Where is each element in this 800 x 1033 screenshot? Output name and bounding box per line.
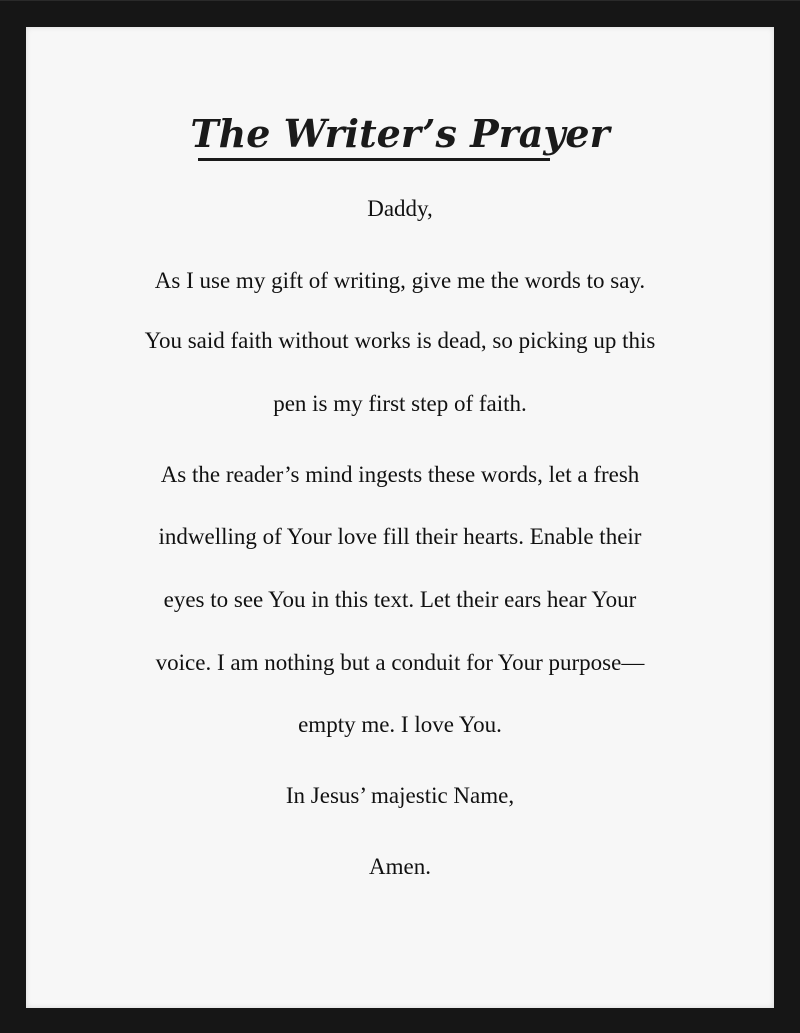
paragraph2-line1: As the reader’s mind ingests these words, let a fresh bbox=[160, 462, 640, 487]
paragraph2-line5: empty me. I love You. bbox=[298, 712, 502, 737]
paper-page bbox=[26, 27, 774, 1008]
paragraph2-line2: indwelling of Your love fill their hearts. Enable their bbox=[158, 524, 642, 549]
paragraph1-line1: As I use my gift of writing, give me the words to say. bbox=[154, 268, 646, 293]
signoff: Amen. bbox=[369, 854, 431, 879]
paragraph1-line3: pen is my first step of faith. bbox=[273, 391, 527, 416]
closing-line: In Jesus’ majestic Name, bbox=[285, 783, 515, 808]
paragraph2-line4: voice. I am nothing but a conduit for Your purpose— bbox=[155, 650, 645, 675]
salutation: Daddy, bbox=[367, 196, 433, 221]
document-title: The Writer’s Prayer bbox=[190, 111, 610, 156]
title-underline bbox=[198, 158, 550, 161]
paragraph2-line3: eyes to see You in this text. Let their ears hear Your bbox=[163, 587, 637, 612]
paragraph1-line2: You said faith without works is dead, so picking up this bbox=[144, 328, 656, 353]
